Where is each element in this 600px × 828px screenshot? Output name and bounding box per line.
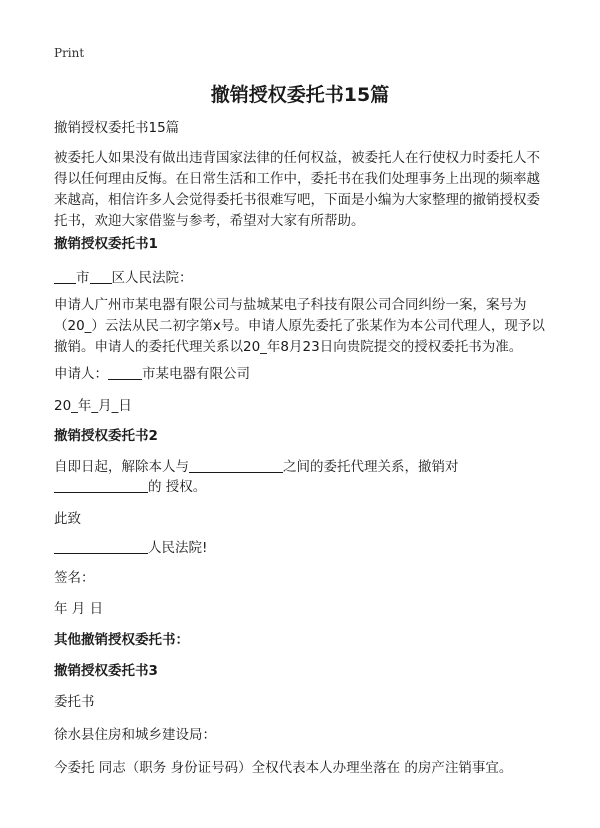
section-1-date: 20_年_月_日 <box>54 398 132 414</box>
section-3-doc-type: 委托书 <box>54 694 95 710</box>
section-2-heading: 撤销授权委托书2 <box>54 428 158 444</box>
intro-paragraph: 被委托人如果没有做出违背国家法律的任何权益，被委托人在行使权力时委托人不得以任何理由反悔。在日常生活和工作中，委托书在我们处理事务上出现的频率越来越高，相信许多人会觉得委托书很难写吧，下面是小编为大家整理的撤销授权委托书，欢迎大家借鉴与参考，希望对大家有所帮助。 <box>54 150 540 229</box>
court-name: 人民法院! <box>148 540 208 556</box>
section-2-line-1 <box>54 457 548 478</box>
section-1-heading: 撤销授权委托书1 <box>54 236 158 252</box>
section-2-date: 年 月 日 <box>54 601 104 617</box>
applicant-name: 市某电器有限公司 <box>142 366 250 382</box>
blank-line <box>189 458 283 473</box>
blank-line <box>54 478 148 493</box>
revoke-text-b: 之间的委托代理关系，撤销对 <box>283 459 459 475</box>
other-heading: 其他撤销授权委托书： <box>54 632 189 648</box>
addressee-city: 市 <box>76 270 90 286</box>
section-2-line-2 <box>54 477 548 498</box>
court-line <box>54 538 548 559</box>
section-1-body: 申请人广州市某电器有限公司与盐城某电子科技有限公司合同纠纷一案，案号为（20_）云法从民二初字第x号。申请人原先委托了张某作为本公司代理人，现予以撤销。申请人的委托代理关系以20_年8月23日向贵院提交的授权委托书为准。 <box>54 297 545 355</box>
addressee-court: 区人民法院： <box>111 270 193 286</box>
document-subtitle: 撤销授权委托书15篇 <box>54 120 180 136</box>
section-3-addressee: 徐水县住房和城乡建设局： <box>54 727 216 743</box>
section-1-addressee <box>54 268 548 289</box>
section-1-applicant <box>54 364 548 385</box>
blank-line <box>54 539 148 554</box>
document-title: 撤销授权委托书15篇 <box>210 84 390 106</box>
print-label[interactable]: Print <box>54 46 85 60</box>
blank-line <box>108 365 142 380</box>
salutation: 此致 <box>54 511 81 527</box>
section-3-body: 今委托 同志（职务 身份证号码）全权代表本人办理坐落在 的房产注销事宜。 <box>54 760 513 776</box>
signature-label: 签名： <box>54 570 95 586</box>
applicant-label: 申请人： <box>54 366 108 382</box>
blank-line <box>90 269 112 284</box>
section-3-heading: 撤销授权委托书3 <box>54 663 158 679</box>
blank-line <box>54 269 76 284</box>
revoke-text-c: 的 授权。 <box>148 479 207 495</box>
revoke-text-a: 自即日起，解除本人与 <box>54 459 189 475</box>
